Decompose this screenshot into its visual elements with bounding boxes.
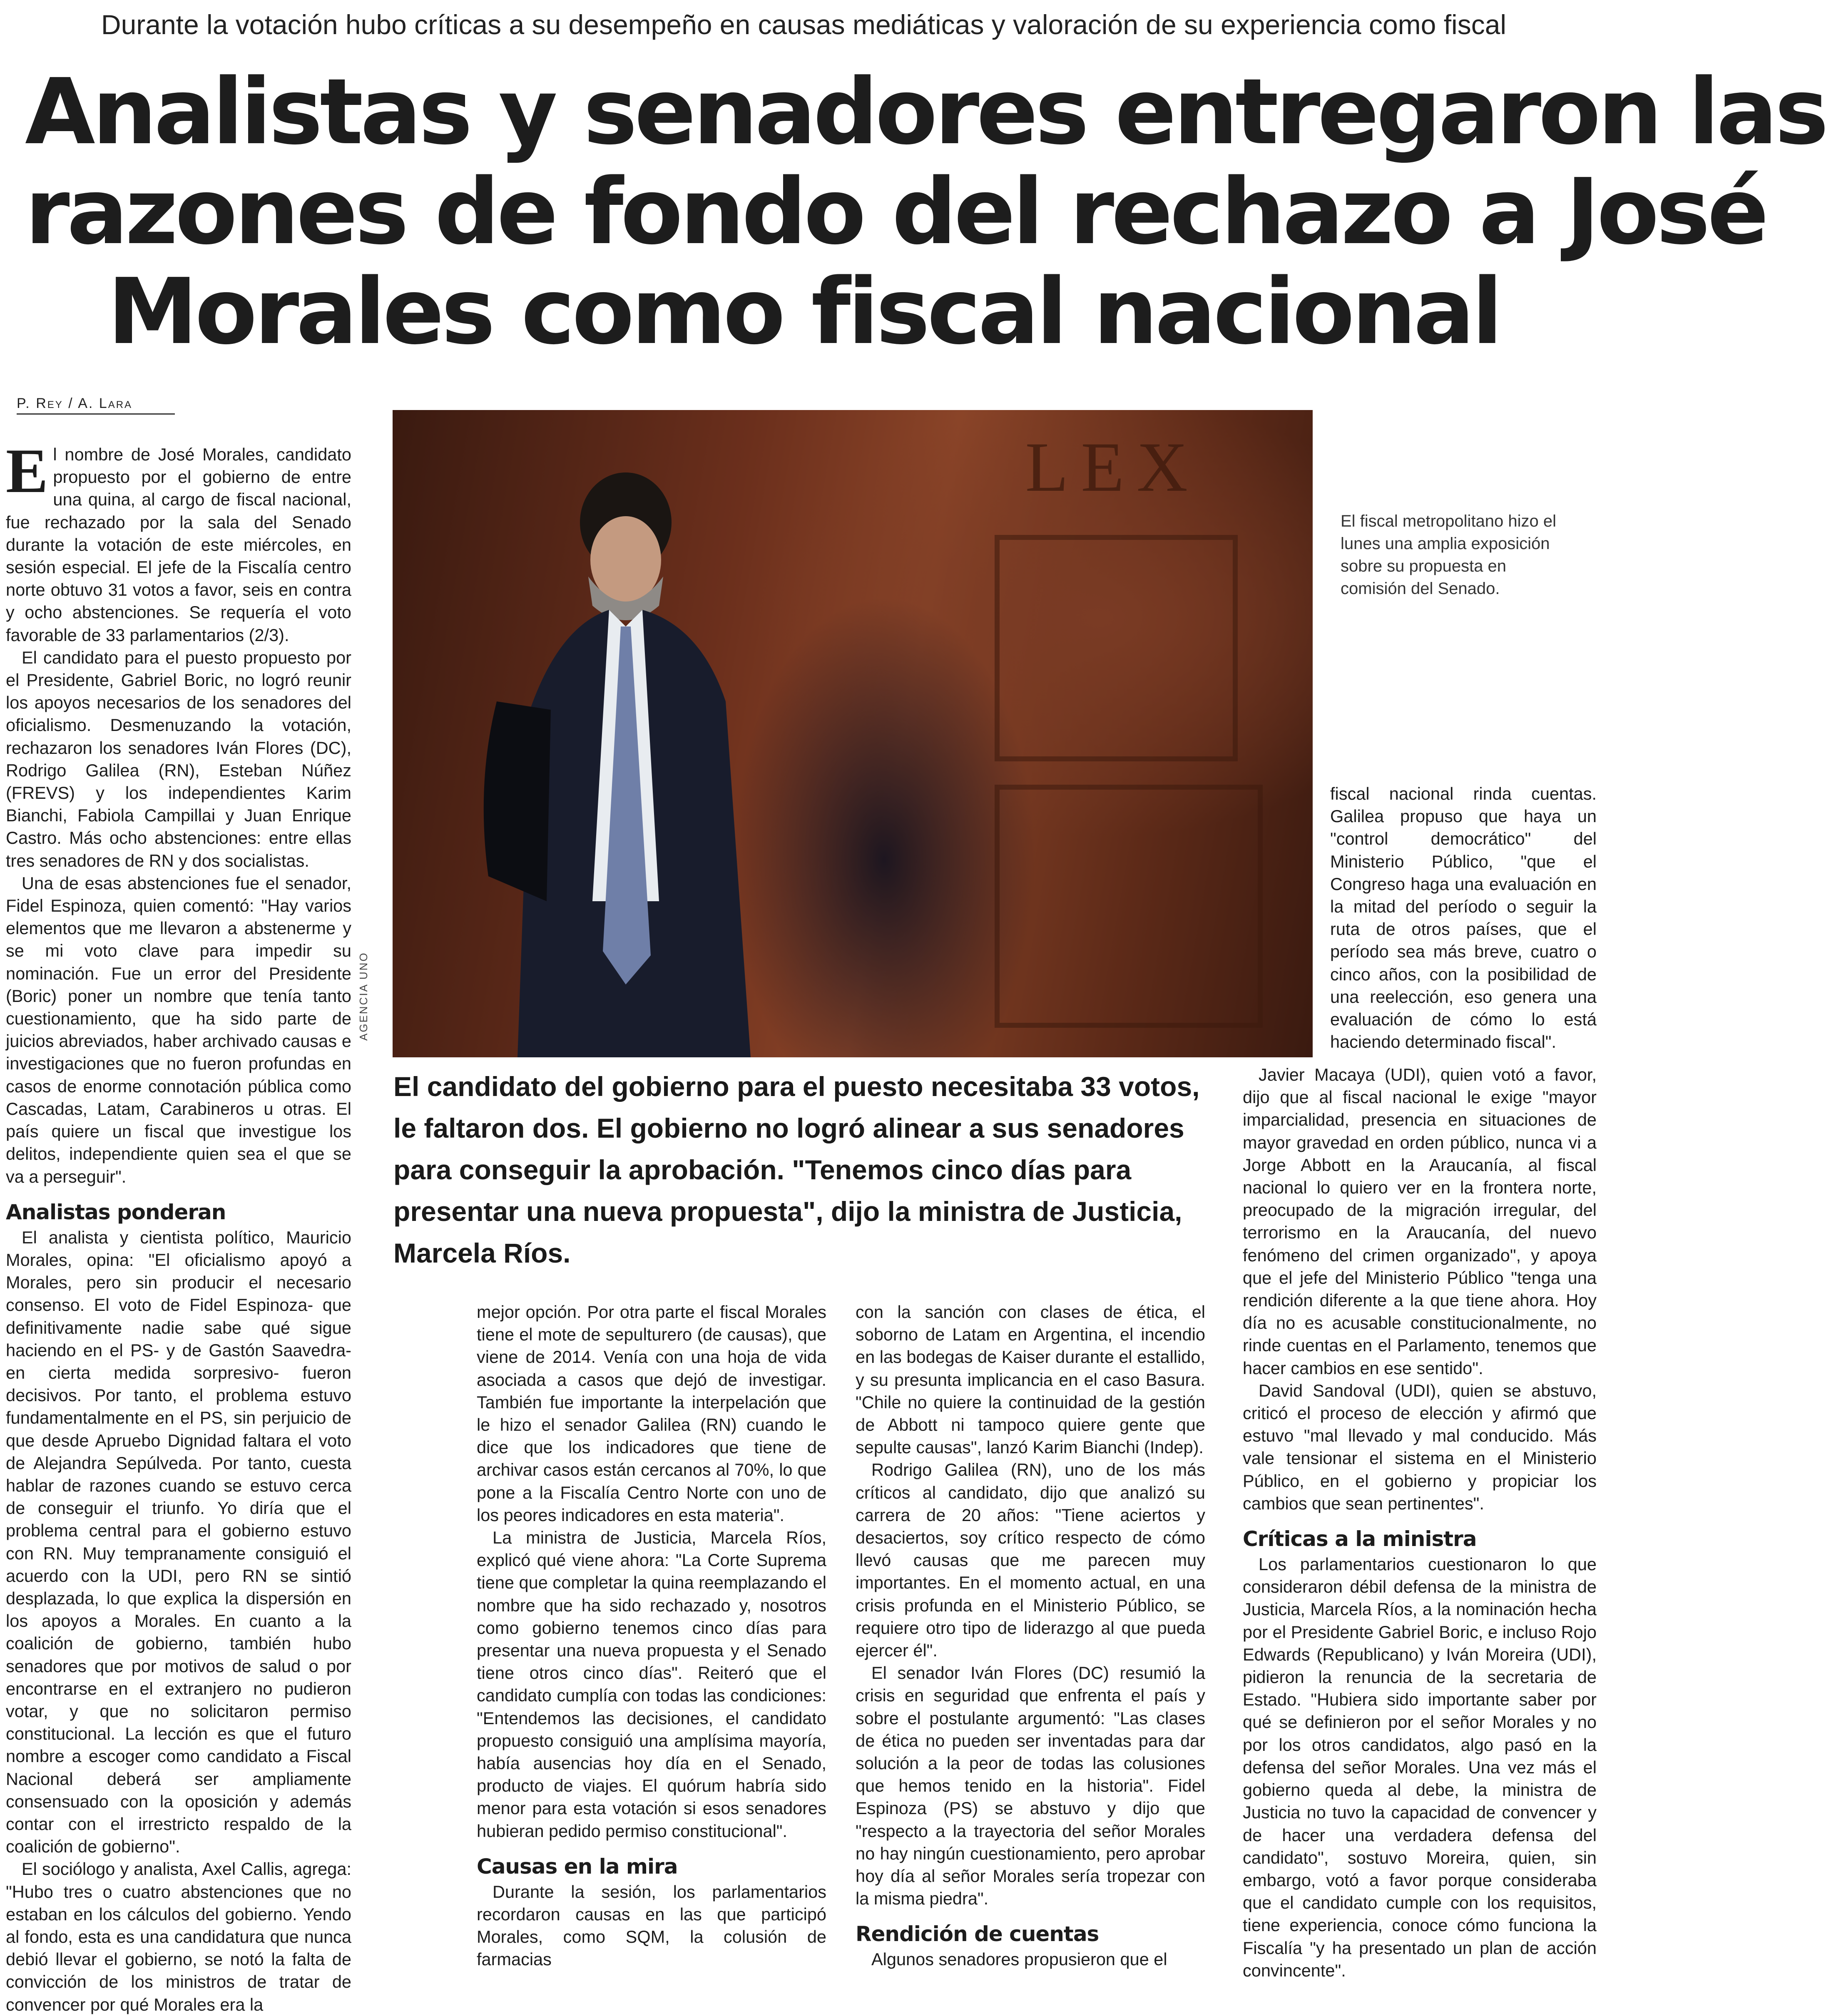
paragraph: Rodrigo Galilea (RN), uno de los más críticos al candidato, dijo que analizó su carrera de 20 años: "Tiene aciertos y desaciertos, soy crítico respecto de cómo llevó causas que me parecen muy importantes. En el momento actual, en una crisis profunda en el Ministerio Público, se requiere otro tipo de liderazgo al que pueda ejercer él". [856,1460,1205,1661]
article-photo [393,410,1313,1057]
dropcap: E [6,436,48,506]
paragraph: Una de esas abstenciones fue el senador, Fidel Espinoza, quien comentó: "Hay varios elementos que me llevaron a abstenerme y se mi voto clave para impedir su nominación. Fue un error del Presidente (Boric) poner un nombre que tenía tanto cuestionamiento, que ha sido parte de juicios abreviados, haber archivado causas e investigaciones que no fueron profundas en casos de enorme connotación pública como Cascadas, Latam, Carabineros u otras. El país quiere un fiscal que investigue los delitos, independiente quien sea el que se va a perseguir". [6,873,351,1186]
headline [25,60,1826,365]
headline-line-1: Analistas y senadores entregaron las [25,60,1826,165]
article-column-4-bottom [1243,1064,1597,1982]
paragraph: Los parlamentarios cuestionaron lo que consideraron débil defensa de la ministra de Justicia, Marcela Ríos, a la nominación hecha por el Presidente Gabriel Boric, e incluso Rojo Edwards (Republicano) y Iván Moreira (UDI), pidieron la renuncia de la secretaria de Estado. "Hubiera sido importante saber por qué se definieron por el señor Morales y no por los otros candidatos, algo pasó en la defensa del señor Morales. Una vez más el gobierno queda al debe, la ministra de Justicia no tuvo la capacidad de convencer y de hacer una verdadera defensa del candidato", sostuvo Moreira, quien, sin embargo, votó a favor porque consideraba que el candidato cumple con los requisitos, tiene experiencia, conoce cómo funciona la Fiscalía "y ha presentado un plan de acción convincente". [1243,1554,1597,1980]
paragraph: El analista y cientista político, Mauricio Morales, opina: "El oficialismo apoyó a Morales, pero sin producir el necesario consenso. El voto de Fidel Espinoza- que definitivamente nadie sabe qué sigue haciendo en el PS- y de Gastón Saavedra- en cierta medida sorpresivo- fueron decisivos. Por tanto, el problema estuvo fundamentalmente en el PS, sin perjuicio de que desde Apruebo Dignidad faltara el voto de Alejandra Sepúlveda. Por tanto, cuesta hablar de razones cuando se estuvo cerca de conseguir el triunfo. Yo diría que el problema central para el gobierno estuvo con RN. Muy tempranamente consiguió el acuerdo con la UDI, pero RN se sintió desplazada, lo que explica la dispersión en los apoyos a Morales. En cuanto a la coalición de gobierno, también hubo senadores que por motivos de salud o por encontrarse en el extranjero no pudieron votar, y que no solicitaron permiso constitucional. La lección es que el futuro nombre a escoger como candidato a Fiscal Nacional deberá ser ampliamente consensuado con la oposición y además contar con el irrestricto respaldo de la coalición de gobierno". [6,1227,351,1857]
paragraph: Javier Macaya (UDI), quien votó a favor, dijo que al fiscal nacional le exige "mayor imparcialidad, presencia en situaciones de mayor gravedad en orden público, nunca vi a Jorge Abbott en la Araucanía, al fiscal nacional lo quiero ver en la frontera norte, preocupado de la migración irregular, del terrorismo en la Araucanía, del nuevo fenómeno del crimen organizado", y apoya que el jefe del Ministerio Público "tenga una rendición diferente a la que tiene ahora. Hoy día no es acusable constitucionalmente, no rinde cuentas en el Parlamento, tenemos que hacer cambios en ese sentido". [1243,1065,1597,1378]
lex-carving: LEX [1025,428,1200,506]
headline-line-3: Morales como fiscal nacional [107,259,1500,365]
photo-credit: AGENCIA UNO [357,952,370,1041]
photo-caption: El fiscal metropolitano hizo el lunes una amplia exposición sobre su propuesta en comisión del Senado. [1341,512,1557,598]
kicker: Durante la votación hubo críticas a su desempeño en causas mediáticas y valoración de su experiencia como fiscal [101,9,1507,40]
article-column-3 [856,1301,1205,1971]
subhead-rendicion: Rendición de cuentas [856,1922,1099,1946]
headline-line-2: razones de fondo del rechazo a José [25,159,1766,265]
paragraph: fiscal nacional rinda cuentas. Galilea propuso que haya un "control democrático" del Ministerio Público, "que el Congreso haga una evaluación en la mitad del período o seguir la ruta de otros países, que el período sea más breve, cuatro o cinco años, con la posibilidad de una reelección, eso genera una evaluación de cómo lo está haciendo determinado fiscal". [1330,784,1597,1052]
subhead-criticas: Críticas a la ministra [1243,1527,1477,1551]
lead-paragraph [6,436,351,646]
article-column-4-top [1330,783,1597,1053]
person-figure [393,410,1313,1057]
pull-quote: El candidato del gobierno para el puesto necesitaba 33 votos, le faltaron dos. El gobierno no logró alinear a sus senadores para conseguir la aprobación. "Tenemos cinco días para presentar una nueva propuesta", dijo la ministra de Justicia, Marcela Ríos. [393,1071,1200,1268]
byline: P. Rey / A. Lara [17,395,175,415]
paragraph: La ministra de Justicia, Marcela Ríos, explicó qué viene ahora: "La Corte Suprema tiene que completar la quina reemplazando el nombre que ha sido rechazado y, nosotros como gobierno tenemos cinco días para presentar una nueva propuesta y el Senado tiene otros cinco días". Reiteró que el candidato cumplía con todas las condiciones: "Entendemos las decisiones, el candidato propuesto consiguió una amplísima mayoría, había ausencias hoy día en el Senado, producto de viajes. El quórum habría sido menor para esta votación si esos senadores hubieran pedido permiso constitucional". [477,1528,826,1841]
paragraph: David Sandoval (UDI), quien se abstuvo, criticó el proceso de elección y afirmó que estuvo "mal llevado y mal conducido. Más vale tensionar el sistema en el Ministerio Público, en el gobierno y propiciar los cambios que sean pertinentes". [1243,1380,1597,1513]
subhead-causas: Causas en la mira [477,1854,678,1879]
paragraph: con la sanción con clases de ética, el soborno de Latam en Argentina, el incendio en las bodegas de Kaiser durante el estallido, y su presunta implicancia en el caso Basura. "Chile no quiere la continuidad de la gestión de Abbott ni tampoco quiere gente que sepulte causas", lanzó Karim Bianchi (Indep). [856,1302,1205,1457]
paragraph: El candidato para el puesto propuesto por el Presidente, Gabriel Boric, no logró reunir los apoyos necesarios de los senadores del oficialismo. Desmenuzando la votación, rechazaron los senadores Iván Flores (DC), Rodrigo Galilea (RN), Esteban Núñez (FREVS) y los independientes Karim Bianchi, Fabiola Campillai y Juan Enrique Castro. Más ocho abstenciones: entre ellas tres senadores de RN y dos socialistas. [6,647,351,870]
paragraph: mejor opción. Por otra parte el fiscal Morales tiene el mote de sepulturero (de causas), que viene de 2014. Venía con una hoja de vida asociada a casos que dejó de investigar. También fue importante la interpelación que le hizo el senador Galilea (RN) cuando le dice que los indicadores que tiene de archivar casos están cercanos al 70%, lo que pone a la Fiscalía Centro Norte con uno de los peores indicadores en esta materia". [477,1302,826,1525]
lead-paragraph-text: l nombre de José Morales, candidato propuesto por el gobierno de entre una quina, al cargo de fiscal nacional, fue rechazado por la sala del Senado durante la votación de este miércoles, en sesión especial. El jefe de la Fiscalía centro norte obtuvo 31 votos a favor, seis en contra y ocho abstenciones. Se requería el voto favorable de 33 parlamentarios (2/3). [6,445,351,645]
paragraph: Durante la sesión, los parlamentarios recordaron causas en las que participó Morales, como SQM, la colusión de farmacias [477,1882,826,1969]
subhead-analistas: Analistas ponderan [6,1200,226,1224]
article-column-2 [477,1301,826,1971]
paragraph: El senador Iván Flores (DC) resumió la crisis en seguridad que enfrenta el país y sobre el postulante argumentó: "Las clases de ética no pueden ser inventadas para dar solución a la peor de todas las colusiones que hemos tenido en la historia". Fidel Espinoza (PS) se abstuvo y dijo que "respecto a la trayectoria del señor Morales no hay ningún cuestionamiento, pero aprobar hoy día al señor Morales sería tropezar con la misma piedra". [856,1663,1205,1909]
paragraph: Algunos senadores propusieron que el [871,1949,1167,1969]
article-column-1 [6,436,351,2016]
paragraph: El sociólogo y analista, Axel Callis, agrega: "Hubo tres o cuatro abstenciones que no estaban en los cálculos del gobierno. Yendo al fondo, esta es una candidatura que nunca debió llevar el gobierno, se notó la falta de convicción de los ministros de tratar de convencer por qué Morales era la [6,1859,351,2014]
